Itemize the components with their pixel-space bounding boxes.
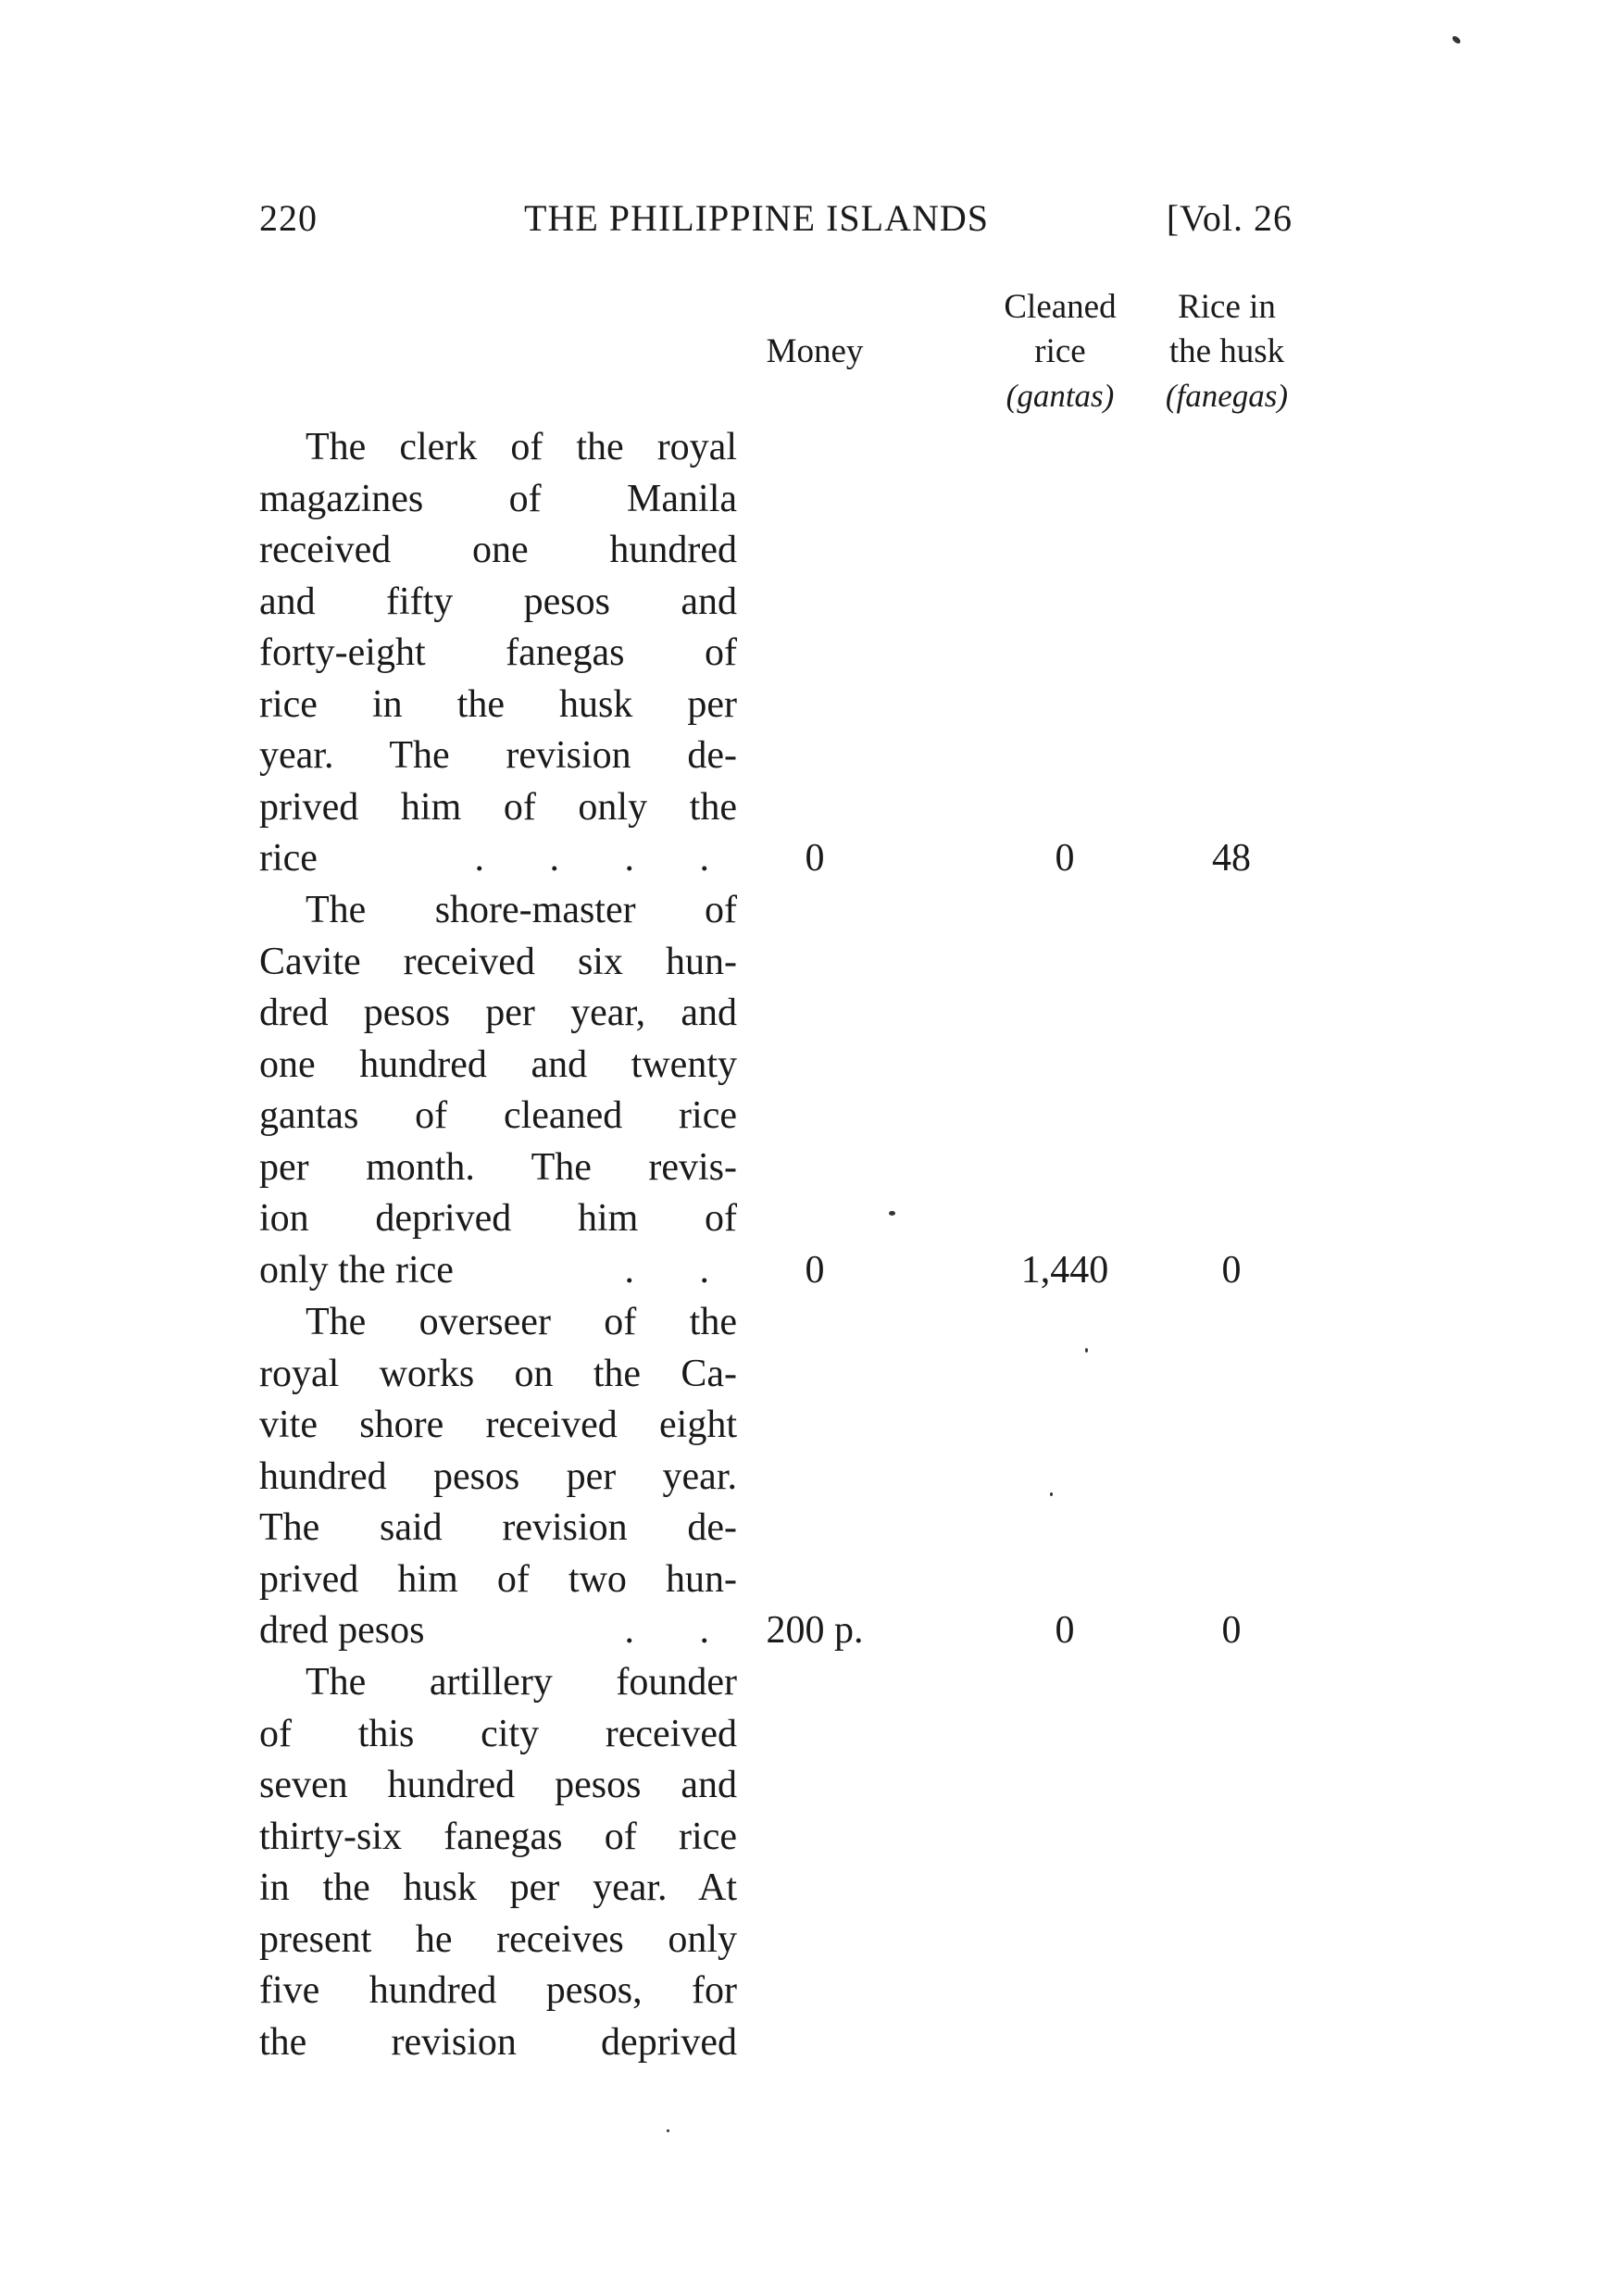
value-cleaned-rice: 1,440 <box>1020 1249 1109 1292</box>
column-header-money-label: Money <box>766 332 864 370</box>
scan-speck <box>889 1211 895 1216</box>
entry-line: rice <box>259 837 318 880</box>
value-rice-in-husk: 0 <box>1221 1249 1242 1292</box>
entry-line: Cavite received six hun- <box>259 940 737 983</box>
entry-line: only the rice <box>259 1248 454 1292</box>
volume-label: [Vol. 26 <box>1166 197 1293 239</box>
scan-speck <box>667 2129 669 2132</box>
entry-line: and fifty pesos and <box>259 580 737 623</box>
entry-line: gantas of cleaned rice <box>259 1094 737 1137</box>
column-header-husk-unit: (fanegas) <box>1165 378 1289 414</box>
leader-dots: . . . . <box>474 837 737 880</box>
entry-line: thirty-six fanegas of rice <box>259 1815 737 1858</box>
entry-artillery-founder <box>259 1657 737 2068</box>
column-header-husk-line2: the husk <box>1168 332 1285 370</box>
entry-line: royal works on the Ca- <box>259 1352 737 1395</box>
column-header-money <box>741 330 889 374</box>
entry-line: The shore-master of <box>306 889 737 931</box>
entry-clerk <box>259 422 737 885</box>
value-cleaned-rice: 0 <box>1055 1609 1075 1652</box>
entry-line: one hundred and twenty <box>259 1042 737 1086</box>
leader-dots: . . <box>624 1609 737 1652</box>
column-header-cleaned-line1: Cleaned <box>1004 288 1117 326</box>
column-header-rice-in-husk <box>1134 285 1319 418</box>
page-number: 220 <box>259 197 318 239</box>
column-header-cleaned-rice <box>972 285 1148 418</box>
entry-line: The overseer of the <box>306 1301 737 1343</box>
entry-line: hundred pesos per year. <box>259 1454 737 1498</box>
entry-line: year. The revision de- <box>259 734 737 777</box>
entry-line: five hundred pesos, for <box>259 1969 737 2012</box>
value-cleaned-rice: 0 <box>1055 837 1075 880</box>
entry-line: magazines of Manila <box>259 477 737 520</box>
column-header-cleaned-line2: rice <box>1034 332 1086 370</box>
value-money: 200 p. <box>766 1609 864 1652</box>
value-money: 0 <box>805 837 825 880</box>
running-title: THE PHILIPPINE ISLANDS <box>524 197 989 239</box>
entry-last-line <box>259 833 737 885</box>
entry-line: vite shore received eight <box>259 1404 737 1446</box>
leader-dots: . . <box>624 1248 737 1292</box>
scan-speck <box>1050 1492 1053 1496</box>
entry-line: dred pesos per year, and <box>259 992 737 1034</box>
entry-line: present he receives only <box>259 1917 737 1961</box>
scan-speck <box>1085 1348 1088 1353</box>
entry-line: ion deprived him of <box>259 1197 737 1240</box>
column-header-husk-line1: Rice in <box>1178 288 1276 326</box>
value-rice-in-husk: 48 <box>1212 837 1251 880</box>
scan-speck <box>1451 34 1462 44</box>
entry-line: The artillery founder <box>306 1661 737 1704</box>
entry-line: in the husk per year. At <box>259 1866 737 1909</box>
entry-line: per month. The revis- <box>259 1145 737 1189</box>
entry-line: The clerk of the royal <box>306 426 737 468</box>
entry-line: dred pesos <box>259 1609 425 1652</box>
entry-line: the revision deprived <box>259 2020 737 2064</box>
entry-line: received one hundred <box>259 529 737 571</box>
column-header-cleaned-unit: (gantas) <box>1006 378 1115 414</box>
entry-line: prived him of only the <box>259 785 737 829</box>
entry-line: seven hundred pesos and <box>259 1764 737 1806</box>
entry-last-line <box>259 1245 737 1297</box>
entry-line: prived him of two hun- <box>259 1557 737 1601</box>
entry-line: of this city received <box>259 1712 737 1755</box>
entry-overseer <box>259 1297 737 1657</box>
entry-line: forty-eight fanegas of <box>259 631 737 674</box>
entry-shore-master <box>259 885 737 1296</box>
value-rice-in-husk: 0 <box>1221 1609 1242 1652</box>
entry-last-line <box>259 1605 737 1657</box>
entry-line: The said revision de- <box>259 1506 737 1549</box>
entry-line: rice in the husk per <box>259 682 737 726</box>
running-header <box>259 196 1293 252</box>
value-money: 0 <box>805 1249 825 1292</box>
